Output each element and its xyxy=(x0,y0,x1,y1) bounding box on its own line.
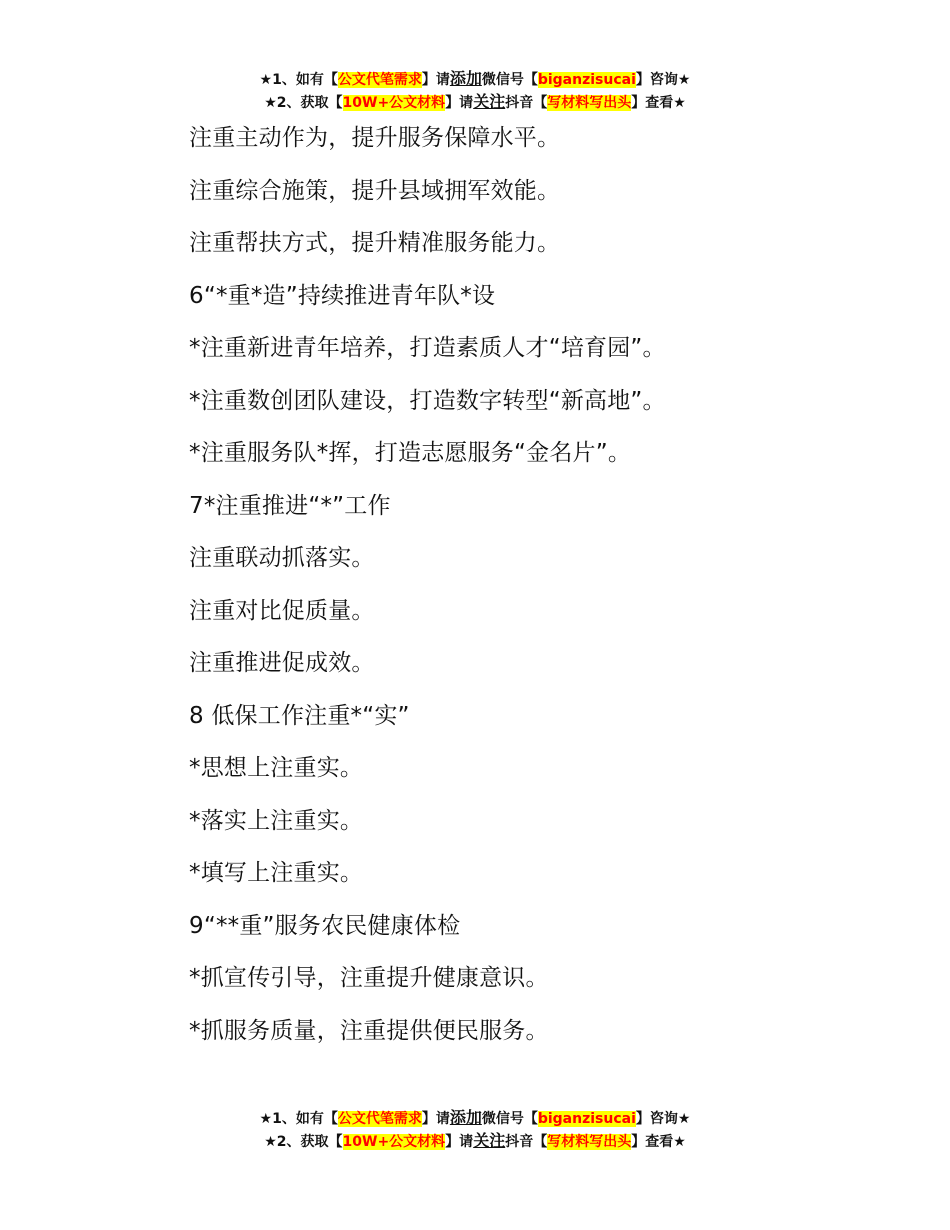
banner-highlight: 公文代笔需求 xyxy=(337,1111,422,1127)
banner-line-1 xyxy=(0,1107,950,1130)
banner-text: 】请 xyxy=(445,95,474,111)
text-line: *注重服务队*挥，打造志愿服务“金名片”。 xyxy=(189,440,632,466)
text-line: *填写上注重实。 xyxy=(189,860,364,886)
text-line: *抓服务质量，注重提供便民服务。 xyxy=(189,1017,549,1044)
banner-text: 】咨询★ xyxy=(635,72,691,88)
banner-text: 微信号【 xyxy=(481,72,538,88)
text-line: 注重综合施策，提升县域拥军效能。 xyxy=(189,177,561,204)
banner-highlight: 写材料写出头 xyxy=(547,95,632,111)
text-line: *注重新进青年培养，打造素质人才“培育园”。 xyxy=(189,335,666,361)
text-line: *思想上注重实。 xyxy=(189,755,364,781)
section-heading: 8 低保工作注重*“实” xyxy=(189,702,410,729)
banner-text: ★1、如有【 xyxy=(259,72,338,88)
banner-underlined: 添加 xyxy=(449,1108,482,1127)
document-body xyxy=(189,112,666,1057)
text-line: *落实上注重实。 xyxy=(189,807,364,834)
banner-line-2 xyxy=(0,91,950,114)
banner-text: 】查看★ xyxy=(631,1134,686,1150)
banner-underlined: 关注 xyxy=(473,92,506,111)
banner-highlight: 写材料写出头 xyxy=(547,1134,632,1150)
header-banner xyxy=(0,68,950,114)
banner-text: ★2、获取【 xyxy=(264,95,343,111)
banner-highlight: 10W+公文材料 xyxy=(342,1134,446,1150)
text-line: 注重帮扶方式，提升精准服务能力。 xyxy=(189,230,561,256)
banner-text: 】请 xyxy=(445,1134,474,1150)
banner-line-2 xyxy=(0,1130,950,1153)
banner-text: ★2、获取【 xyxy=(264,1134,343,1150)
text-line: 注重对比促质量。 xyxy=(189,597,375,624)
banner-text: 】咨询★ xyxy=(635,1111,691,1127)
text-line: 注重推进促成效。 xyxy=(189,650,375,676)
banner-wechat-id: biganzisucai xyxy=(537,1111,636,1127)
text-line: *注重数创团队建设，打造数字转型“新高地”。 xyxy=(189,387,666,414)
banner-text: 】查看★ xyxy=(631,95,686,111)
banner-underlined: 添加 xyxy=(449,69,482,88)
section-heading: 6“*重*造”持续推进青年队*设 xyxy=(189,282,496,309)
text-line: 注重主动作为，提升服务保障水平。 xyxy=(189,125,561,151)
banner-underlined: 关注 xyxy=(473,1131,506,1150)
banner-text: ★1、如有【 xyxy=(259,1111,338,1127)
banner-wechat-id: biganzisucai xyxy=(537,72,636,88)
banner-text: 】请 xyxy=(421,1111,450,1127)
banner-text: 】请 xyxy=(421,72,450,88)
text-line: 注重联动抓落实。 xyxy=(189,545,375,571)
footer-banner xyxy=(0,1107,950,1153)
banner-highlight: 10W+公文材料 xyxy=(342,95,446,111)
banner-text: 微信号【 xyxy=(481,1111,538,1127)
banner-line-1 xyxy=(0,68,950,91)
text-line: *抓宣传引导，注重提升健康意识。 xyxy=(189,965,549,991)
section-heading: 9“**重”服务农民健康体检 xyxy=(189,912,461,939)
banner-text: 抖音【 xyxy=(505,95,548,111)
banner-highlight: 公文代笔需求 xyxy=(337,72,422,88)
section-heading: 7*注重推进“*”工作 xyxy=(189,492,391,519)
banner-text: 抖音【 xyxy=(505,1134,548,1150)
